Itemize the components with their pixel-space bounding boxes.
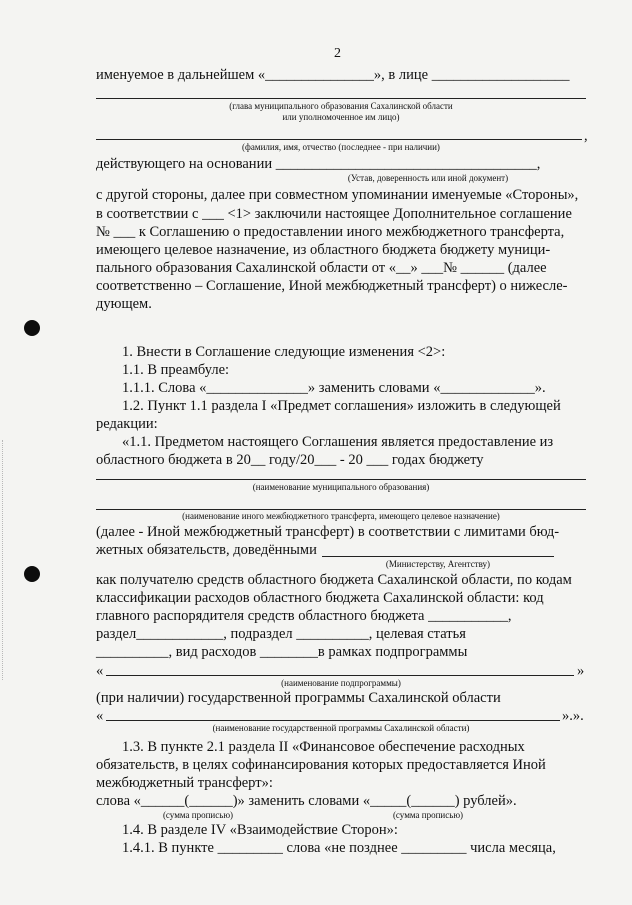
binder-hole-marker: [24, 566, 40, 582]
quote-open: «: [96, 708, 104, 724]
blank-line-head: [96, 98, 586, 99]
section-1-3: 1.3. В пункте 2.1 раздела II «Финансовое обеспечение расходных: [122, 739, 525, 755]
blank-line-ministry: [322, 556, 554, 557]
quote-close: »: [577, 663, 585, 679]
paragraph-line: жетных обязательств, доведёнными: [96, 542, 317, 558]
paragraph-line: __________, вид расходов ________в рамках подпрограммы: [96, 644, 468, 660]
section-1-4-1: 1.4.1. В пункте _________ слова «не позднее _________ числа месяца,: [122, 840, 556, 856]
caption-fio: (фамилия, имя, отчество (последнее - при наличии): [242, 142, 440, 152]
caption-head: (глава муниципального образования Сахалинской области: [229, 101, 453, 111]
paragraph-line: имеющего целевое назначение, из областного бюджета бюджету муници-: [96, 242, 551, 258]
paragraph-line: (при наличии) государственной программы Сахалинской области: [96, 690, 501, 706]
quote-open: «: [96, 663, 104, 679]
caption-municipality: (наименование муниципального образования): [252, 482, 430, 492]
caption-basis: (Устав, доверенность или иной документ): [347, 173, 509, 183]
text-line-named: именуемое в дальнейшем «_______________», в лице ___________________: [96, 67, 570, 83]
caption-head-alt: или уполномоченное им лицо): [282, 112, 400, 122]
section-1-2-cont: редакции:: [96, 416, 158, 432]
section-1-2: 1.2. Пункт 1.1 раздела I «Предмет соглашения» изложить в следующей: [122, 398, 561, 414]
caption-state-program: (наименование государственной программы Сахалинской области): [212, 723, 470, 733]
binder-hole-marker: [24, 320, 40, 336]
section-1-2-quote: «1.1. Предметом настоящего Соглашения является предоставление из: [122, 434, 554, 450]
paragraph-line: с другой стороны, далее при совместном упоминании именуемые «Стороны»,: [96, 187, 579, 203]
trailing-comma: ,: [584, 128, 588, 144]
paragraph-line: главного распорядителя средств областного бюджета ___________,: [96, 608, 512, 624]
section-1-3-words: слова «______(______)» заменить словами «_____(______) рублей».: [96, 793, 517, 809]
section-1-1-1: 1.1.1. Слова «______________» заменить словами «_____________».: [122, 380, 546, 396]
section-1-3-cont: межбюджетный трансферт»:: [96, 775, 273, 791]
paragraph-line: дующем.: [96, 296, 152, 312]
caption-sum-words: (сумма прописью): [162, 810, 234, 820]
section-1-4: 1.4. В разделе IV «Взаимодействие Сторон»:: [122, 822, 398, 838]
section-1-1: 1.1. В преамбуле:: [122, 362, 230, 378]
paragraph-line: № ___ к Соглашению о предоставлении иного межбюджетного трансферта,: [96, 224, 565, 240]
text-line-basis: действующего на основании ____________________________________,: [96, 156, 541, 172]
caption-ministry: (Министерству, Агентству): [385, 559, 491, 569]
section-1: 1. Внести в Соглашение следующие изменения <2>:: [122, 344, 446, 360]
blank-line-municipality: [96, 479, 586, 480]
quote-close-end: ».».: [562, 708, 584, 724]
scan-edge-dots: [2, 440, 7, 680]
caption-sum-words: (сумма прописью): [392, 810, 464, 820]
blank-line-state-program: [106, 720, 560, 721]
paragraph-line: (далее - Иной межбюджетный трансферт) в соответствии с лимитами бюд-: [96, 524, 560, 540]
blank-line-transfer: [96, 509, 586, 510]
caption-subprogram: (наименование подпрограммы): [281, 678, 401, 688]
paragraph-line: соответственно – Соглашение, Иной межбюджетный трансферт) о нижесле-: [96, 278, 568, 294]
page-number: 2: [334, 46, 341, 61]
section-1-3-cont: обязательств, в целях софинансирования которых предоставляется Иной: [96, 757, 546, 773]
paragraph-line: раздел____________, подраздел __________, целевая статья: [96, 626, 466, 642]
blank-line-fio: [96, 139, 582, 140]
paragraph-line: пального образования Сахалинской области от «__» ___№ ______ (далее: [96, 260, 547, 276]
blank-line-subprogram: [106, 675, 574, 676]
paragraph-line: в соответствии с ___ <1> заключили настоящее Дополнительное соглашение: [96, 206, 572, 222]
caption-transfer: (наименование иного межбюджетного трансферта, имеющего целевое назначение): [182, 511, 500, 521]
paragraph-line: как получателю средств областного бюджета Сахалинской области, по кодам: [96, 572, 572, 588]
paragraph-line: классификации расходов областного бюджета Сахалинской области: код: [96, 590, 544, 606]
section-1-2-quote-cont: областного бюджета в 20__ году/20___ - 20 ___ годах бюджету: [96, 452, 484, 468]
